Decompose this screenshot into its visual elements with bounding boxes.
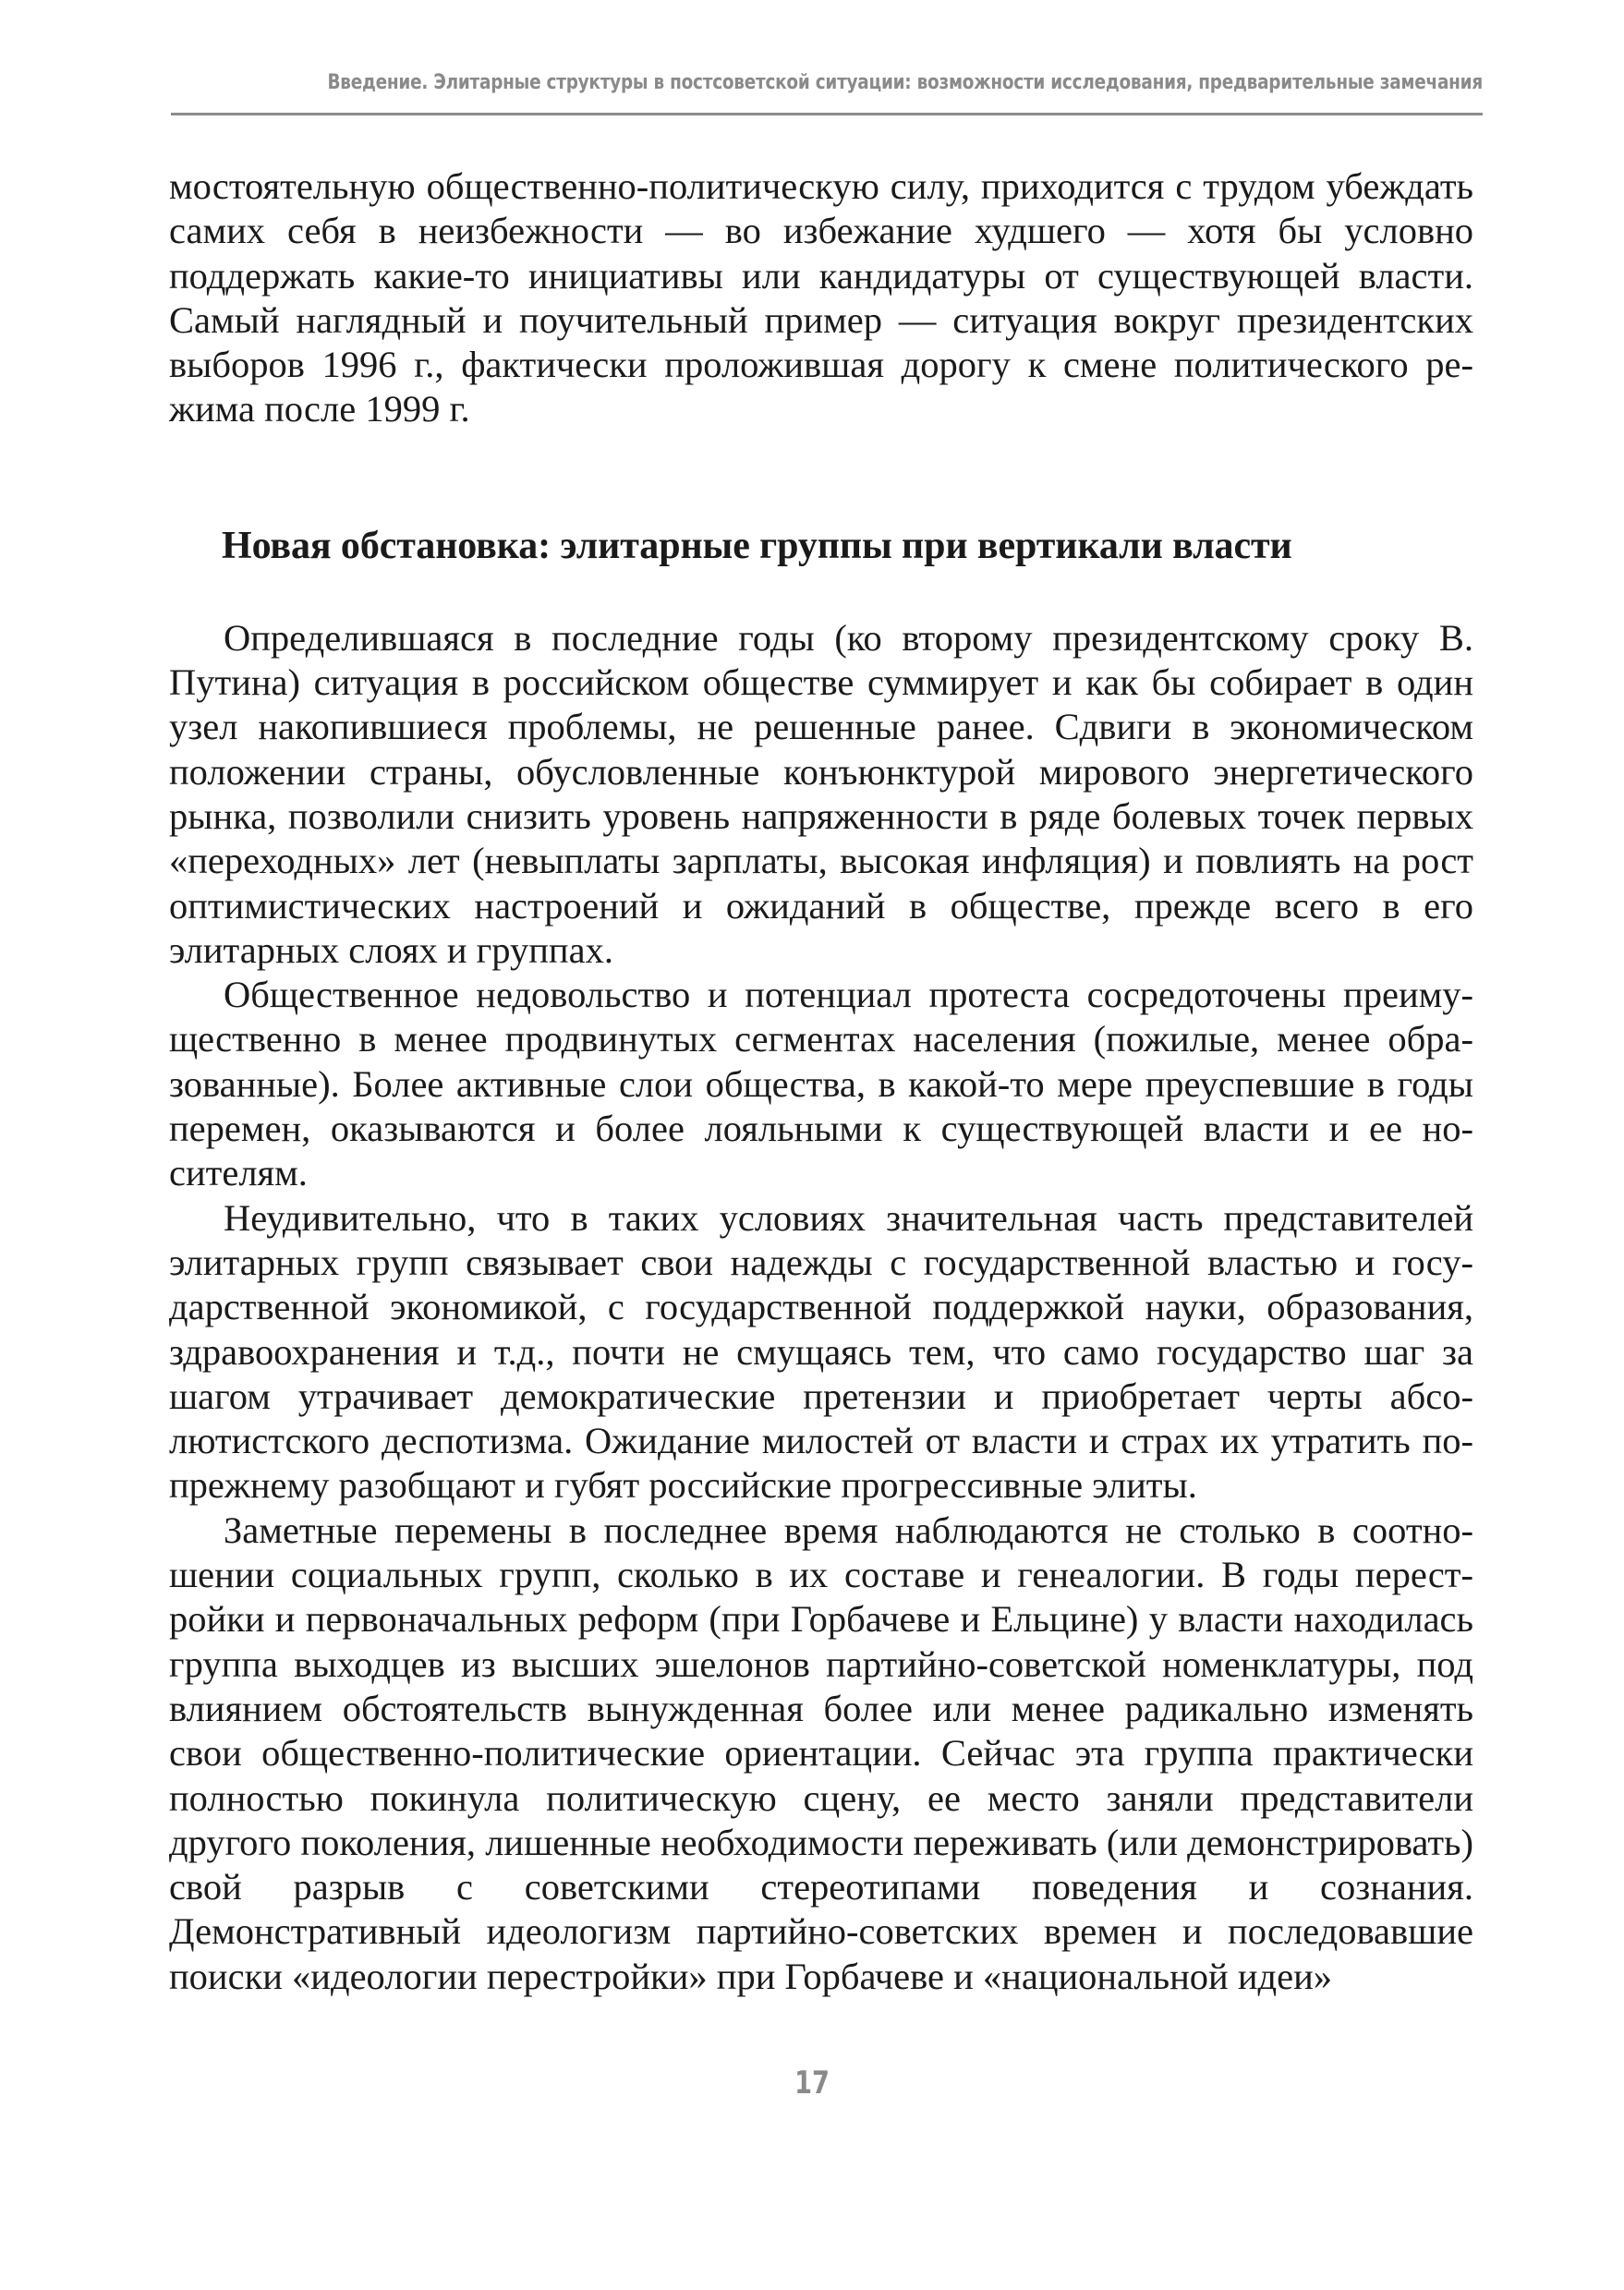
- running-header: [171, 55, 1483, 115]
- body-paragraph: Заметные перемены в последнее время наблюдаются не столько в соотношении социальных групп, сколько в их составе и генеалогии. В годы перестройки и первоначальных реформ (при Горбачеве и Ельцине) у власти находилась группа выходцев из высших эшелонов партийно-советской номенклатуры, под влиянием обстоятельств вынужденная более или менее радикально изменять свои общественно-политические ориентации. Сейчас эта группа практически полностью покинула политическую сцену, ее место заняли представители другого поколения, лишенные необходимости переживать (или демонстрировать) свой разрыв с советскими стереотипами поведения и сознания. Демонстративный идеологизм партийно-советских времен и последовавшие поиски «идеологии перестройки» при Горбачеве и «национальной идеи»: [169, 1508, 1473, 1997]
- body-paragraph: Общественное недовольство и потенциал протеста сосредоточены преимущественно в менее продвинутых сегментах населения (пожилые, менее образованные). Более активные слои общества, в какой-то мере преуспевшие в годы перемен, оказываются и более лояльными к существующей власти и ее носителям.: [169, 974, 1473, 1194]
- section-heading: Новая обстановка: элитарные группы при вертикали власти: [222, 524, 1292, 567]
- page-body: [169, 164, 1473, 1999]
- running-header-title: Введение. Элитарные структуры в постсоветской ситуации: возможности исследования, предварительные замечания: [327, 70, 1483, 94]
- page-number: 17: [794, 2065, 830, 2102]
- body-paragraph: Определившаяся в последние годы (ко второму президентскому сроку В. Путина) ситуация в российском обществе суммирует и как бы собирает в один узел накопившиеся проблемы, не решенные ранее. Сдвиги в экономическом положении страны, обусловленные конъюнктурой мирового энергетического рынка, позволили снизить уровень напряженности в ряде болевых точек первых «переходных» лет (невыплаты зарплаты, высокая инфляция) и повлиять на рост оптимистических настроений и ожиданий в обществе, прежде всего в его элитарных слоях и группах.: [169, 616, 1473, 971]
- body-paragraph: мостоятельную общественно-политическую силу, приходится с трудом убеждать самих себя в неизбежности — во избежание худшего — хотя бы условно поддержать какие-то инициативы или кандидатуры от существующей власти. Самый наглядный и поучительный пример — ситуация вокруг президентских выборов 1996 г., фактически проложившая дорогу к смене политического режима после 1999 г.: [169, 165, 1473, 430]
- body-paragraph: Неудивительно, что в таких условиях значительная часть представителей элитарных групп связывает свои надежды с государственной властью и государственной экономикой, с государственной поддержкой науки, образования, здравоохранения и т.д., почти не смущаясь тем, что само государство шаг за шагом утрачивает демократические претензии и приобретает черты абсолютистского деспотизма. Ожидание милостей от власти и страх их утратить по-прежнему разобщают и губят российские прогрессивные элиты.: [169, 1196, 1473, 1507]
